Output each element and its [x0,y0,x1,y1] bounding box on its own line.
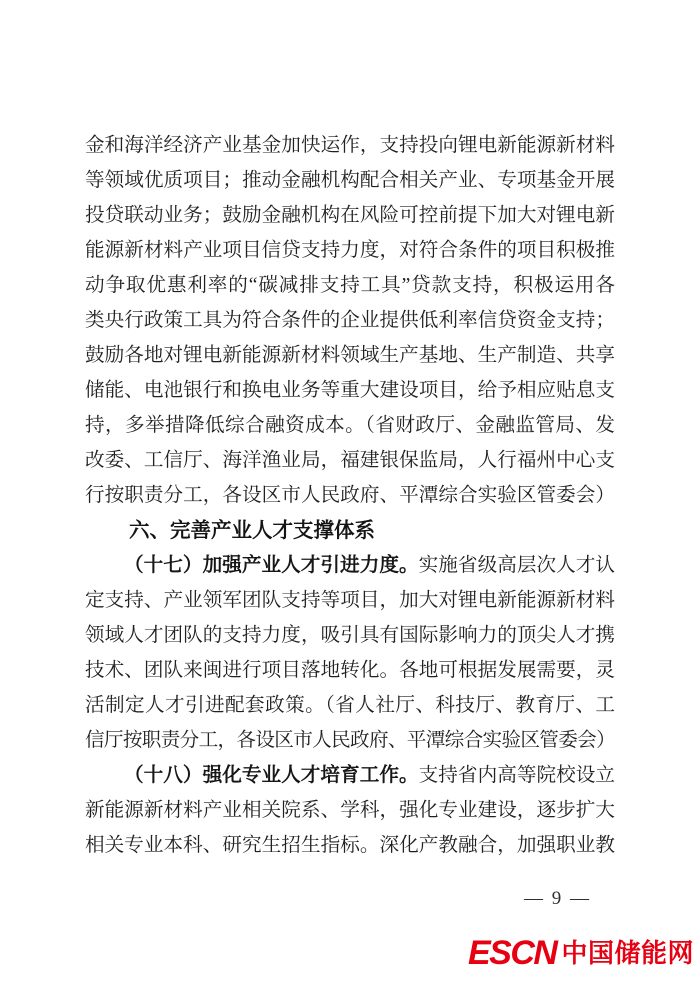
bold-lead-text: 六、完善产业人才支撑体系 [129,519,375,542]
body-text: 实施省级高层次人才认 [418,555,615,576]
text-line [85,198,615,233]
text-line [85,338,615,373]
body-text: 定支持、产业领军团队支持等项目，加大对锂电新能源新材料 [85,590,615,611]
text-line [85,688,615,723]
text-line [85,443,615,478]
text-line [85,723,615,758]
body-text: 相关专业本科、研究生招生指标。深化产教融合，加强职业教 [85,835,615,856]
text-line [85,758,615,793]
body-text: 类央行政策工具为符合条件的企业提供低利率信贷资金支持； [85,310,615,331]
bold-lead-text: （十七）加强产业人才引进力度。 [124,555,419,576]
body-text: 信厅按职责分工，各设区市人民政府、平潭综合实验区管委会） [85,730,615,751]
text-line [85,373,615,408]
document-body [85,128,615,863]
escn-logo-latin-text: ESCN [468,934,557,972]
body-text: 改委、工信厅、海洋渔业局，福建银保监局，人行福州中心支 [85,450,615,471]
body-text: 活制定人才引进配套政策。（省人社厅、科技厅、教育厅、工 [85,695,615,716]
section-heading [85,513,615,548]
text-line [85,653,615,688]
text-line [85,268,615,303]
text-line [85,163,615,198]
body-text: 能源新材料产业项目信贷支持力度，对符合条件的项目积极推 [85,240,615,261]
text-line [85,583,615,618]
text-line [85,478,615,513]
body-text: 动争取优惠利率的“碳减排支持工具”贷款支持，积极运用各 [85,275,615,296]
text-line [85,828,615,863]
body-text: 支持省内高等院校设立 [418,765,615,786]
text-line [85,408,615,443]
escn-logo-chinese-text: 中国储能网 [561,938,694,968]
body-text: 行按职责分工，各设区市人民政府、平潭综合实验区管委会） [85,485,615,506]
body-text: 鼓励各地对锂电新能源新材料领域生产基地、生产制造、共享 [85,345,615,366]
text-line [85,548,615,583]
escn-logo [468,934,694,972]
body-text: 储能、电池银行和换电业务等重大建设项目，给予相应贴息支 [85,380,615,401]
bold-lead-text: （十八）强化专业人才培育工作。 [124,765,419,786]
page-number: — 9 — [524,888,591,909]
text-line [85,128,615,163]
text-line [85,233,615,268]
body-text: 持，多举措降低综合融资成本。（省财政厅、金融监管局、发 [85,415,615,436]
body-text: 投贷联动业务；鼓励金融机构在风险可控前提下加大对锂电新 [85,205,615,226]
text-line [85,303,615,338]
body-text: 领域人才团队的支持力度，吸引具有国际影响力的顶尖人才携 [85,625,615,646]
body-text: 新能源新材料产业相关院系、学科，强化专业建设，逐步扩大 [85,800,615,821]
body-text: 技术、团队来闽进行项目落地转化。各地可根据发展需要，灵 [85,660,615,681]
text-line [85,793,615,828]
text-line [85,618,615,653]
body-text: 金和海洋经济产业基金加快运作，支持投向锂电新能源新材料 [85,135,615,156]
body-text: 等领域优质项目；推动金融机构配合相关产业、专项基金开展 [85,170,615,191]
